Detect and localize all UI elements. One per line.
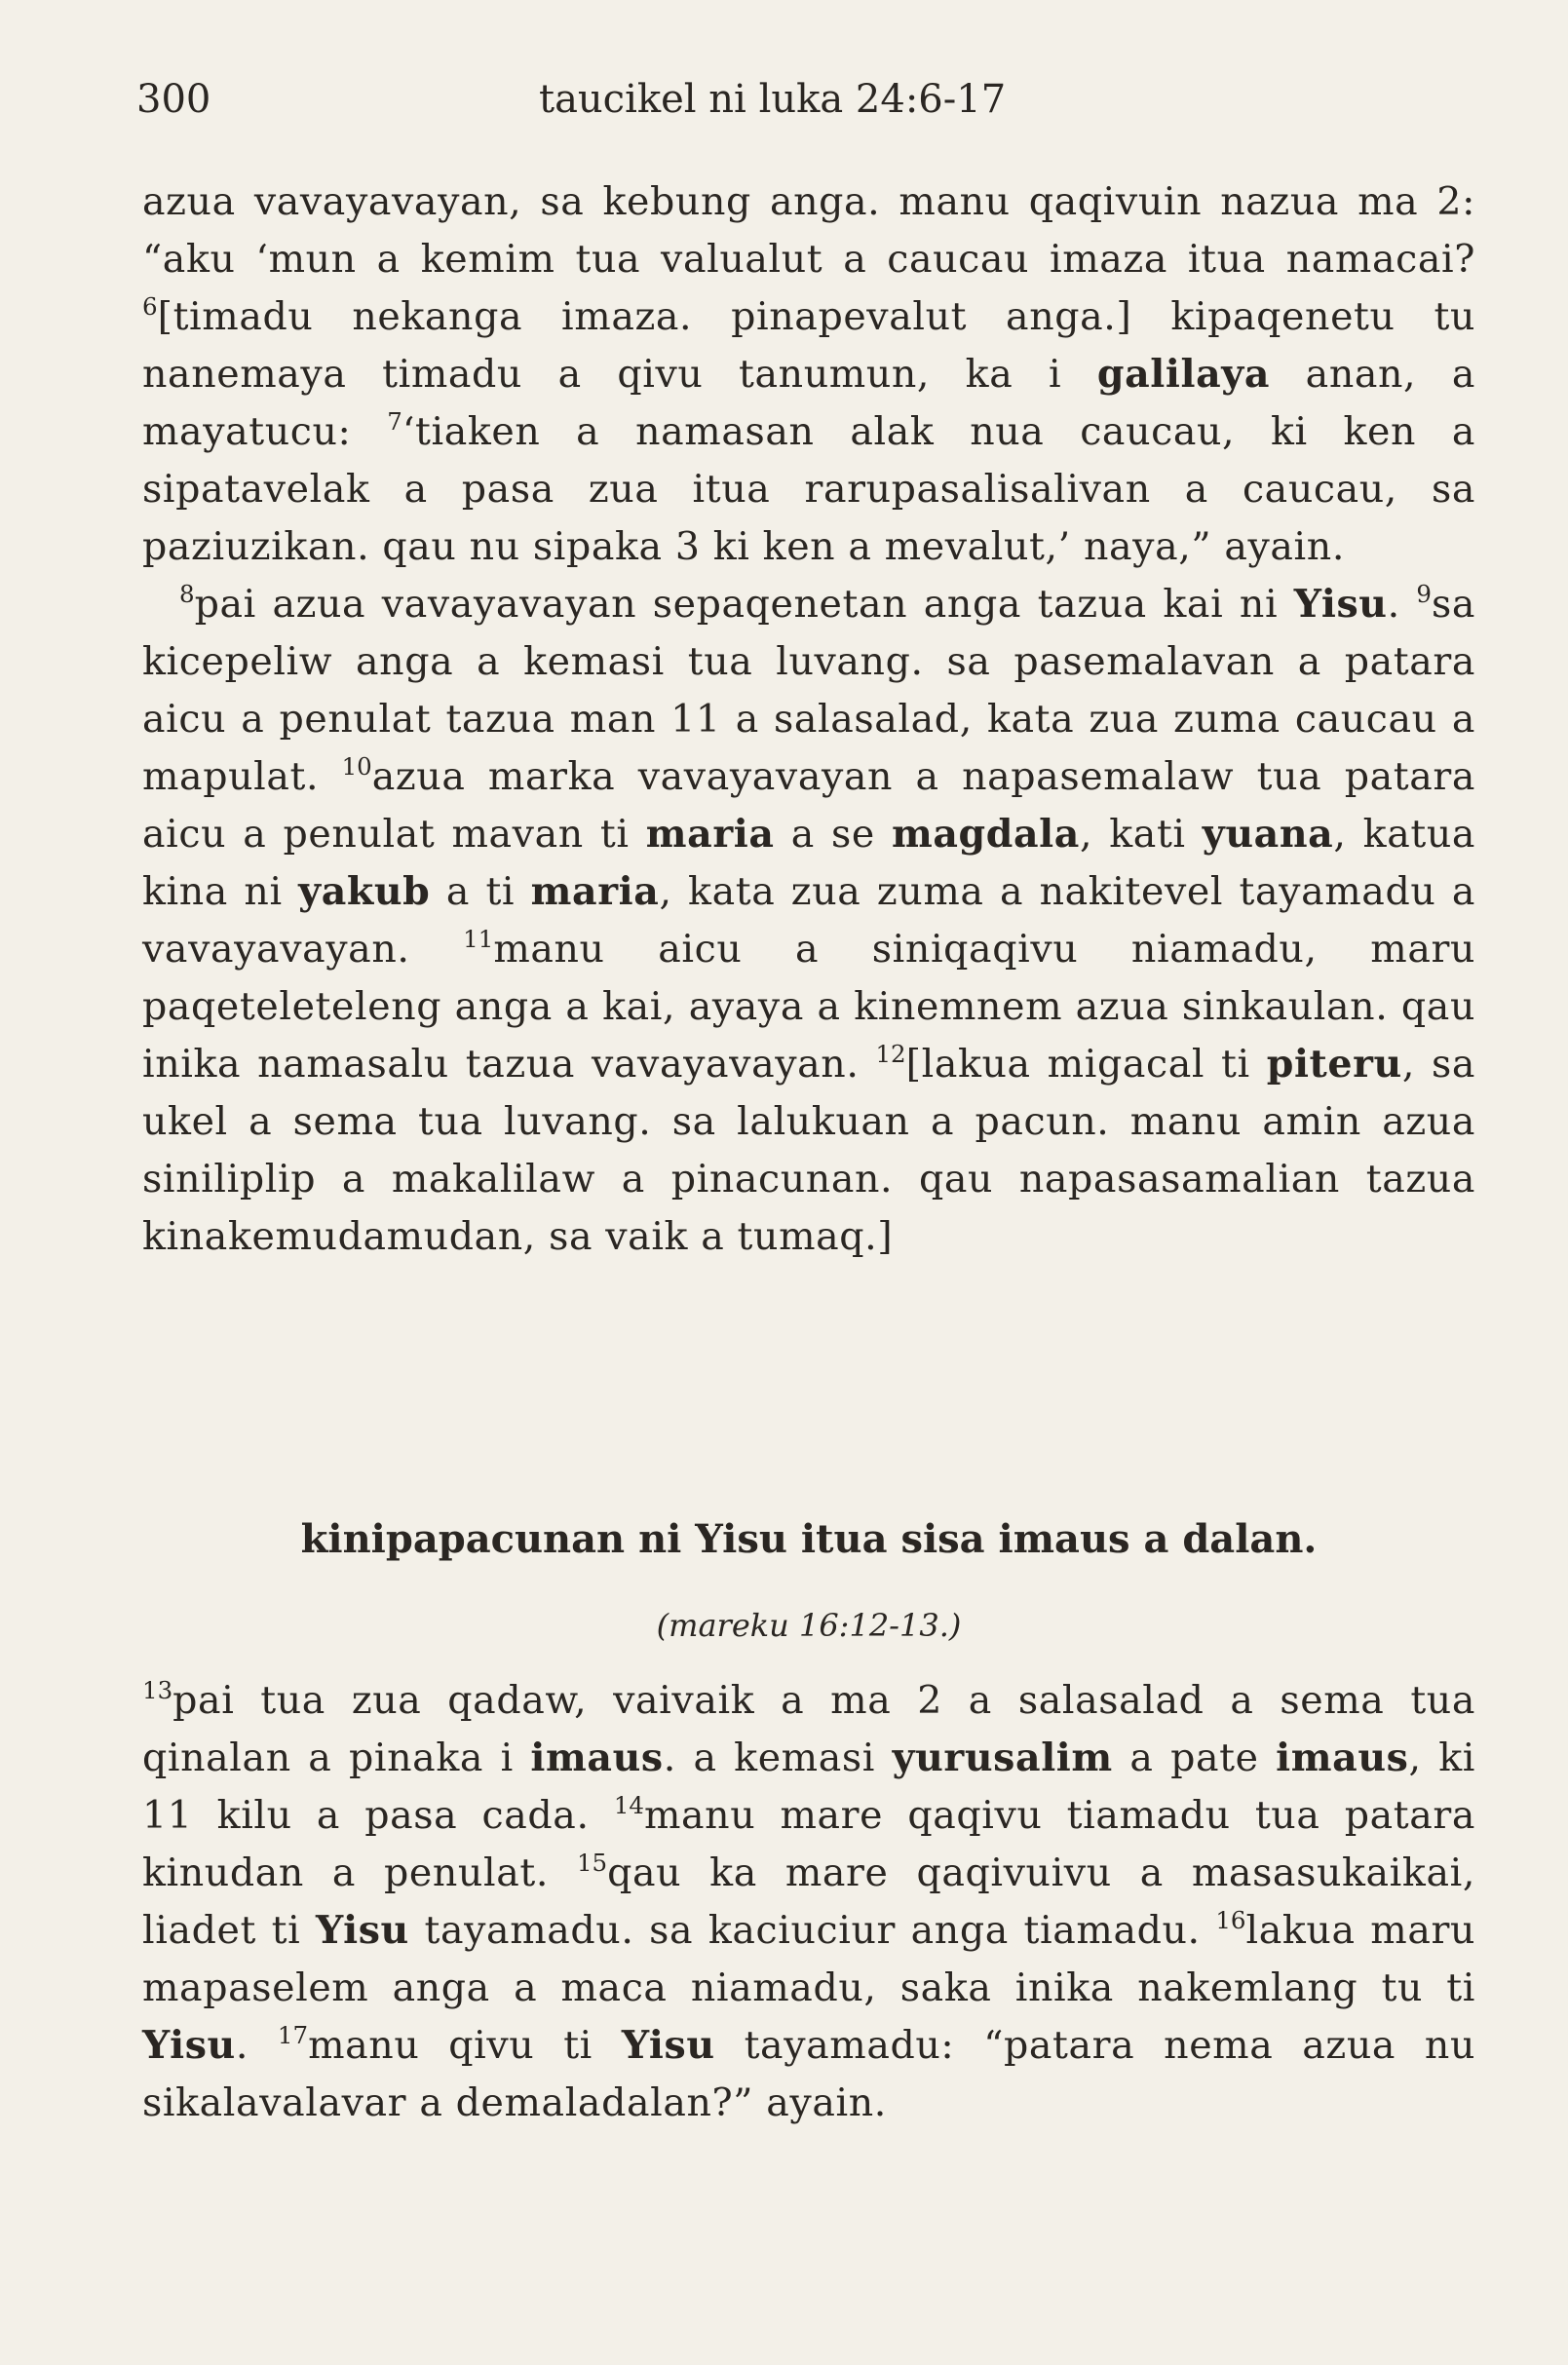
emphasized-name: galilaya xyxy=(1096,352,1271,397)
emphasized-name: imaus xyxy=(1276,1736,1409,1780)
emphasized-name: piteru xyxy=(1266,1042,1402,1087)
cross-reference: (mareku 16:12-13.) xyxy=(656,1607,962,1644)
verse-number: 11 xyxy=(463,924,494,953)
verse-number: 8 xyxy=(179,579,195,608)
page-number: 300 xyxy=(136,77,211,122)
verse-number: 17 xyxy=(277,2020,309,2049)
emphasized-name: maria xyxy=(530,869,660,914)
paragraph: $^{13}$pai tua zua qadaw, vaivaik a ma 2 a salasalad a sema tua qinalan a pinaka i imaus. a kemasi yurusalim a pate imaus, ki 11 kilu a pasa cada. $^{14}$manu mare qaqivu tiamadu tua patara kinudan a penulat. $^{15}$qau ka mare qaqivuivu a masasukaikai, liadet ti Yisu tayamadu. sa kaciuciur anga tiamadu. $^{16}$lakua maru mapaselem anga a maca niamadu, saka inika nakemlang tu ti Yisu. $^{17}$manu qivu ti Yisu tayamadu: “patara nema azua nu sikalavalavar a demaladalan?” ayain. xyxy=(142,1675,1476,2125)
verse-number: 10 xyxy=(341,751,372,781)
verse-number: 16 xyxy=(1215,1905,1246,1934)
emphasized-name: Yisu xyxy=(621,2023,715,2068)
text-block-lower xyxy=(142,1672,1475,2132)
paragraph: $^8$pai azua vavayavayan sepaqenetan anga tazua kai ni Yisu. $^9$sa kicepeliw anga a kemasi tua luvang. sa pasemalavan a patara aicu a penulat tazua man 11 a salasalad, kata zua zuma caucau a mapulat. $^{10}$azua marka vavayavayan a napasemalaw tua patara aicu a penulat mavan ti maria a se magdala, kati yuana, katua kina ni yakub a ti maria, kata zua zuma a nakitevel tayamadu a vavayavayan. $^{11}$manu aicu a siniqaqivu niamadu, maru paqeteleteleng anga a kai, ayaya a kinemnem azua sinkaulan. qau inika namasalu tazua vavayavayan. $^{12}$[lakua migacal ti piteru, sa ukel a sema tua luvang. sa lalukuan a pacun. manu amin azua siniliplip a makalilaw a pinacunan. qau napasasamalian tazua kinakemudamudan, sa vaik a tumaq.] xyxy=(142,579,1476,1259)
verse-number: 6 xyxy=(142,291,158,321)
emphasized-name: Yisu xyxy=(142,2023,236,2068)
emphasized-name: magdala xyxy=(891,812,1080,857)
verse-number: 14 xyxy=(613,1790,644,1819)
text-block-upper xyxy=(142,173,1475,1266)
section-heading: kinipapacunan ni Yisu itua sisa imaus a dalan. xyxy=(300,1516,1318,1562)
verse-number: 7 xyxy=(387,406,402,436)
emphasized-name: imaus xyxy=(530,1736,664,1780)
emphasized-name: Yisu xyxy=(1293,582,1388,627)
emphasized-name: maria xyxy=(645,812,775,857)
emphasized-name: yurusalim xyxy=(892,1736,1113,1780)
emphasized-name: yakub xyxy=(298,869,431,914)
verse-number: 15 xyxy=(576,1848,608,1877)
emphasized-name: yuana xyxy=(1202,812,1334,857)
paragraph: azua vavayavayan, sa kebung anga. manu qaqivuin nazua ma 2: “aku ‘mun a kemim tua valualut a caucau imaza itua namacai? $^6$[timadu nekanga imaza. pinapevalut anga.] kipaqenetu tu nanemaya timadu a qivu tanumun, ka i galilaya anan, a mayatucu: $^7$‘tiaken a namasan alak nua caucau, ki ken a sipatavelak a pasa zua itua rarupasalisalivan a caucau, sa paziuzikan. qau nu sipaka 3 ki ken a mevalut,’ naya,” ayain. xyxy=(142,179,1475,569)
verse-number: 9 xyxy=(1416,579,1432,608)
verse-number: 12 xyxy=(875,1039,906,1068)
verse-number: 13 xyxy=(142,1675,173,1704)
running-title: taucikel ni luka 24:6-17 xyxy=(539,77,1007,122)
emphasized-name: Yisu xyxy=(315,1908,409,1953)
